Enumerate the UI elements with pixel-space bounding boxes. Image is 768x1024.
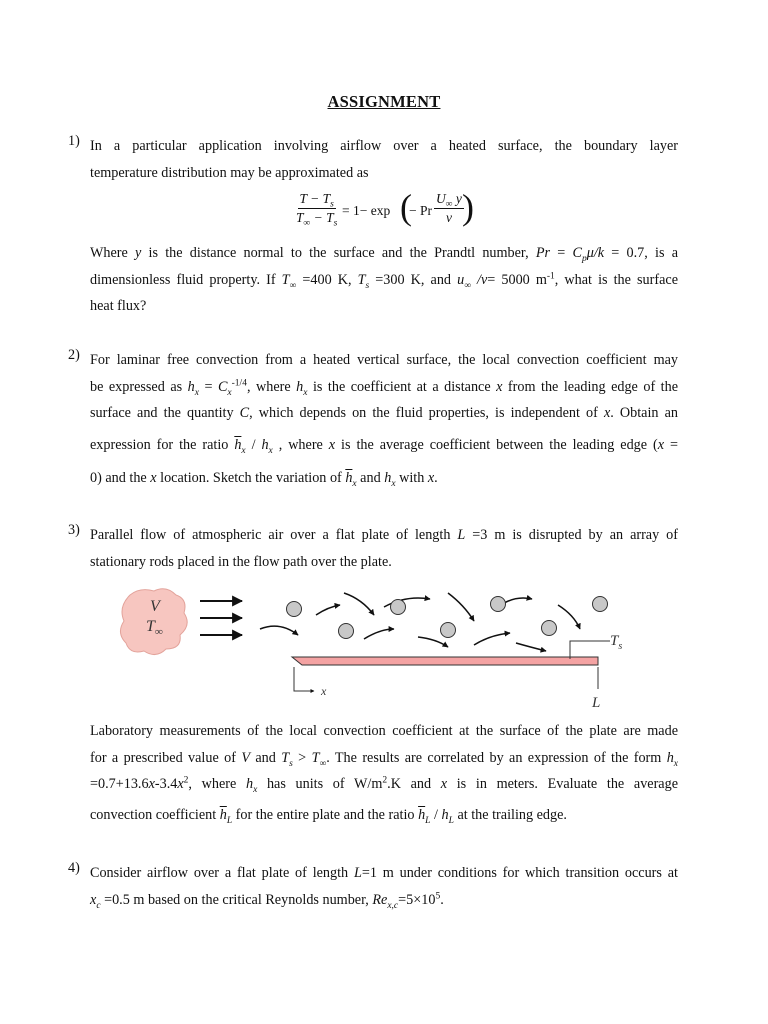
q1-line-5: heat flux? [90,298,147,314]
freestream-temp-label: $T_\infty$ [146,618,163,638]
x-axis-label: x [321,684,327,698]
question-number: 1) [68,133,80,149]
paren-left: ( [400,187,412,227]
rod [593,597,608,612]
rod [441,623,456,638]
x-axis [294,667,314,691]
flow-arrow [558,605,580,629]
paren-right: ) [462,187,474,227]
flow-arrow [474,633,510,645]
q1-line-4: dimensionless fluid property. If $T_\infty =400$ K, $T_s =300$ K, and $u_\infty$ /v= 5000 $m^{-1}$, what is the surface [90,270,678,291]
flow-arrow [516,643,546,651]
rod [391,600,406,615]
temperature-distribution-equation [296,186,476,236]
q1-line-2: temperature distribution may be approximated as [90,164,369,181]
length-label: L [592,695,601,711]
flow-arrow [344,593,374,615]
flat-plate-rods-figure [118,585,648,715]
flow-arrow [418,637,448,647]
q3-line-1: Parallel flow of atmospheric air over a flat plate of length L =3 m is disrupted by an array of [90,527,678,543]
flow-arrow [448,593,474,621]
q1-line-3: Where y is the distance normal to the surface and the Prandtl number, $Pr = C_p\mu/k = 0.7$, is a [90,245,678,264]
q4-line-2: $x_c =0.5$ m based on the critical Reynolds number, $Re_{x,c}=5\times 10^5$. [90,890,444,911]
flat-plate [292,657,598,665]
flow-arrow [316,605,340,615]
question-number: 2) [68,347,80,363]
question-number: 4) [68,860,80,876]
question-number: 3) [68,522,80,538]
q3-line-6: convection coefficient $\overline{h}_L$ for the entire plate and the ratio $\overline{h}_L / h_L$ at the trailing edge. [90,806,567,826]
q2-line-5: 0) and the x location. Sketch the variation of $\overline{h}_x$ and $h_x$ with x. [90,469,438,489]
question-1-continued [68,240,678,320]
q3-line-2: stationary rods placed in the flow path over the plate. [90,553,392,570]
q4-line-1: Consider airflow over a flat plate of length L=1 m under conditions for which transition occurs at [90,865,678,881]
page-title: ASSIGNMENT [327,92,441,111]
lhs-fraction: $\frac{T - T_s}{T_\infty - T_s}$ [296,191,338,229]
rod [287,602,302,617]
surface-temp-label: $T_s$ [610,633,623,652]
rod [339,624,354,639]
rod [542,621,557,636]
question-3 [68,522,678,575]
rod [491,597,506,612]
rhs-fraction: $\frac{U_\infty y}{\nu}$ [436,191,462,225]
q1-line-1: In a particular application involving airflow over a heated surface, the boundary layer [90,138,678,154]
ts-leader [570,641,610,659]
q2-line-3: surface and the quantity C, which depends on the fluid properties, is independent of x. Obtain an [90,405,678,421]
question-3-continued [68,718,678,832]
q3-line-3: Laboratory measurements of the local convection coefficient at the surface of the plate are made [90,723,678,739]
prandtl-symbol: − Pr [409,203,432,218]
question-1 [68,133,678,186]
q3-line-4: for a prescribed value of V and $T_s > T_\infty$. The results are correlated by an expression of the form $h_x$ [90,749,678,769]
rhs-exp: = 1− exp [342,203,391,218]
flow-arrow [260,626,298,635]
q2-line-1: For laminar free convection from a heated vertical surface, the local convection coefficient may [90,352,678,368]
q2-line-4: expression for the ratio $\overline{h}_x / h_x$ , where x is the average coefficient between the leading edge (x = [90,436,678,456]
question-2 [68,347,678,492]
flow-arrow [364,629,394,639]
question-4 [68,860,678,913]
q2-line-2: be expressed as $h_x = C_x^{-1/4}$, where $h_x$ is the coefficient at a distance x from the leading edge of the [90,377,678,398]
velocity-label: V [150,598,160,615]
q3-line-5: $=0.7+13.6x-3.4x^2$, where $h_x$ has units of $W/m^2.K$ and x is in meters. Evaluate the average [90,775,678,795]
